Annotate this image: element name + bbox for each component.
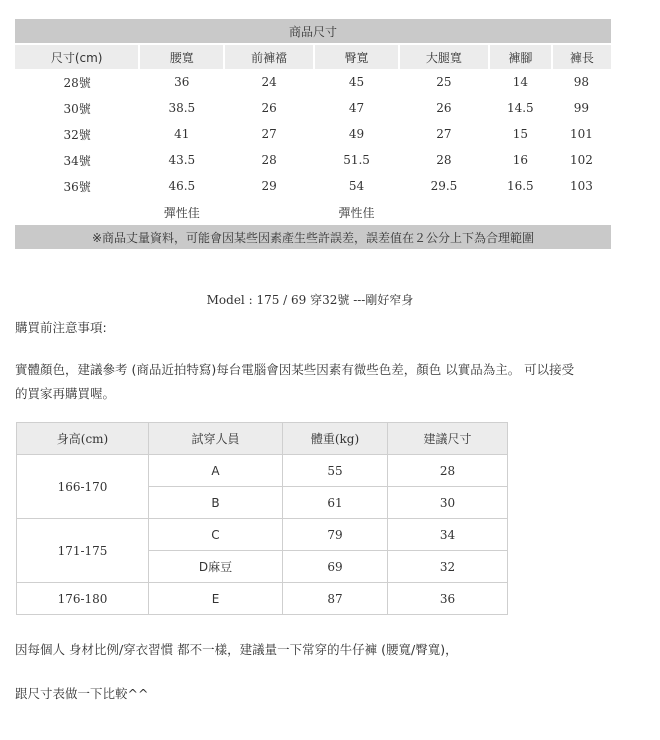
thigh-cell: 29.5 (430, 179, 458, 193)
size-cell: 30 (388, 487, 508, 519)
size-cell: 34 (388, 519, 508, 551)
tester-cell: E (149, 583, 283, 615)
header-hip: 臀寬 (314, 44, 399, 69)
length-cell: 102 (569, 153, 593, 167)
waist-cell: 43.5 (168, 153, 196, 167)
length-cell: 103 (569, 179, 593, 193)
advice-line-1: 因每個人 身材比例/穿衣習慣 都不一樣，建議量一下常穿的牛仔褲 (腰寬/臀寬)， (15, 642, 458, 657)
hem-cell: 16 (512, 153, 528, 167)
color-notice-line-1: 實體顏色，建議參考 (商品近拍特寫)每台電腦會因某些因素有微些色差，顏色 以實品為主。 可以接受 (15, 362, 575, 377)
color-notice-line-2: 的買家再購買喔。 (15, 386, 116, 401)
size-cell: 28 (388, 455, 508, 487)
header-hem: 褲腳 (489, 44, 552, 69)
hip-cell: 47 (348, 101, 365, 115)
tester-cell: A (149, 455, 283, 487)
waist-cell: 38.5 (168, 101, 196, 115)
size-cell: 32號 (63, 127, 91, 142)
header-height: 身高(cm) (17, 423, 149, 455)
header-rise: 前褲襠 (224, 44, 314, 69)
table-row (15, 95, 611, 121)
size-chart-table (15, 19, 611, 249)
height-cell: 171-175 (17, 519, 149, 583)
height-cell: 166-170 (17, 455, 149, 519)
hem-cell: 15 (512, 127, 528, 141)
size-cell: 30號 (63, 101, 91, 116)
table-row (15, 121, 611, 147)
size-note: ※商品丈量資料，可能會因某些因素產生些許誤差，誤差值在２公分上下為合理範圍 (15, 225, 611, 249)
size-cell: 34號 (63, 153, 91, 168)
waist-cell: 41 (174, 127, 190, 141)
thigh-cell: 25 (436, 75, 452, 89)
tester-cell: D麻豆 (149, 551, 283, 583)
size-cell: 36號 (63, 179, 91, 194)
tester-cell: B (149, 487, 283, 519)
rise-cell: 24 (261, 75, 277, 89)
weight-cell: 55 (283, 455, 388, 487)
size-note-row (15, 225, 611, 249)
hem-cell: 14 (512, 75, 528, 89)
fit-header-row (17, 423, 508, 455)
empty-cell (224, 199, 314, 225)
rise-cell: 29 (261, 179, 277, 193)
header-tester: 試穿人員 (149, 423, 283, 455)
thigh-cell: 28 (436, 153, 452, 167)
rise-cell: 26 (261, 101, 277, 115)
size-chart-title-row (15, 19, 611, 44)
empty-cell (399, 199, 489, 225)
waist-cell: 46.5 (168, 179, 196, 193)
weight-cell: 61 (283, 487, 388, 519)
elastic-row (15, 199, 611, 225)
rise-cell: 27 (261, 127, 277, 141)
length-cell: 98 (573, 75, 590, 89)
tester-cell: C (149, 519, 283, 551)
waist-cell: 36 (174, 75, 190, 89)
length-cell: 99 (573, 101, 590, 115)
empty-cell (15, 199, 139, 225)
hem-cell: 14.5 (506, 101, 534, 115)
empty-cell (552, 199, 611, 225)
size-chart-header-row (15, 44, 611, 69)
header-length: 褲長 (552, 44, 611, 69)
table-row (17, 519, 508, 551)
height-cell: 176-180 (17, 583, 149, 615)
elastic-waist-label: 彈性佳 (163, 205, 200, 220)
table-row (17, 455, 508, 487)
thigh-cell: 26 (436, 101, 452, 115)
rise-cell: 28 (261, 153, 277, 167)
size-cell: 36 (388, 583, 508, 615)
weight-cell: 87 (283, 583, 388, 615)
hip-cell: 54 (348, 179, 365, 193)
table-row (15, 69, 611, 95)
hip-cell: 45 (348, 75, 365, 89)
table-row (17, 583, 508, 615)
header-weight: 體重(kg) (283, 423, 388, 455)
model-info: Model : 175 / 69 穿32號 ---剛好窄身 (206, 293, 414, 307)
weight-cell: 69 (283, 551, 388, 583)
size-chart-title: 商品尺寸 (15, 19, 611, 44)
thigh-cell: 27 (436, 127, 452, 141)
header-suggested-size: 建議尺寸 (388, 423, 508, 455)
elastic-hip-label: 彈性佳 (338, 205, 375, 220)
size-cell: 32 (388, 551, 508, 583)
length-cell: 101 (569, 127, 593, 141)
table-row (15, 173, 611, 199)
notice-title: 購買前注意事項: (15, 320, 107, 335)
header-waist: 腰寬 (139, 44, 224, 69)
advice-line-2: 跟尺寸表做一下比較^^ (15, 686, 149, 701)
header-size: 尺寸(cm) (15, 44, 139, 69)
table-row (15, 147, 611, 173)
hem-cell: 16.5 (506, 179, 534, 193)
empty-cell (489, 199, 552, 225)
fit-table (16, 422, 508, 615)
hip-cell: 51.5 (343, 153, 370, 167)
header-thigh: 大腿寬 (399, 44, 489, 69)
weight-cell: 79 (283, 519, 388, 551)
size-cell: 28號 (63, 75, 91, 90)
hip-cell: 49 (348, 127, 365, 141)
